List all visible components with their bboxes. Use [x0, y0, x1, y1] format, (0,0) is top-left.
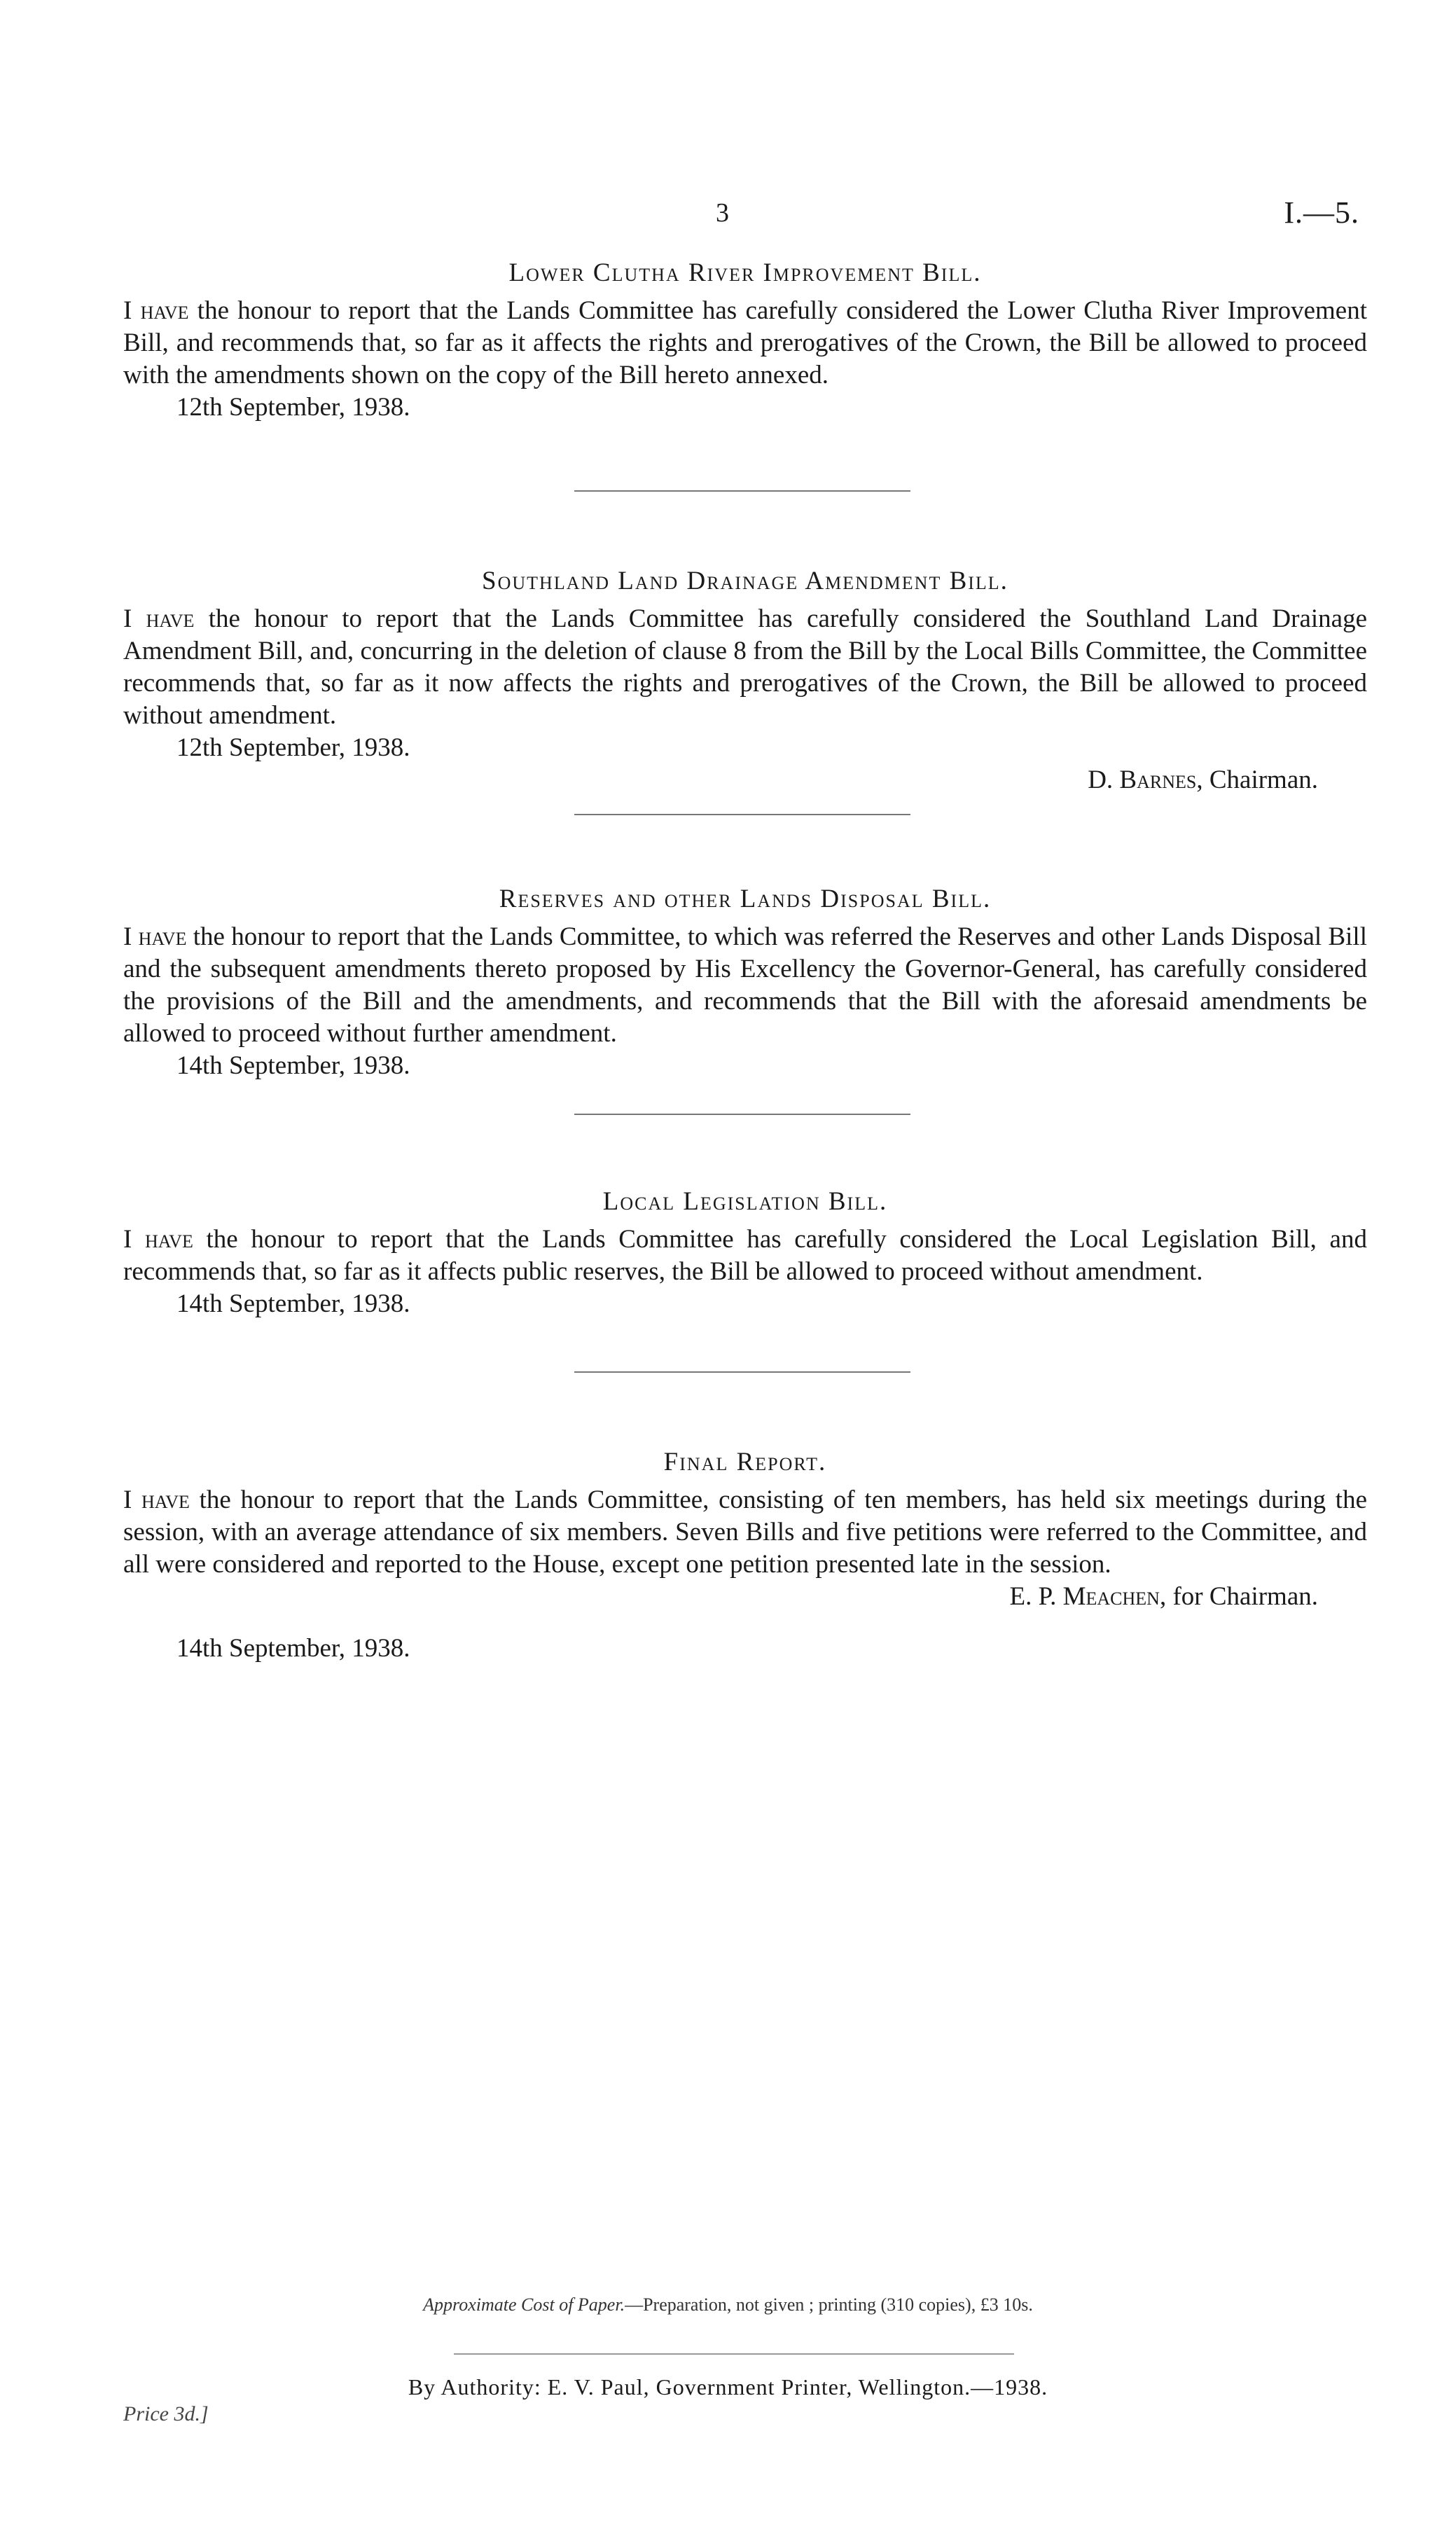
section-local-legislation — [123, 1186, 1367, 1320]
signature — [123, 1581, 1367, 1613]
section-body — [123, 921, 1367, 1050]
cost-text: —Preparation, not given ; printing (310 copies), £3 10s. — [625, 2294, 1033, 2315]
section-title: Reserves and other Lands Disposal Bill. — [499, 885, 992, 913]
section-title: Local Legislation Bill. — [602, 1187, 888, 1216]
section-southland — [123, 566, 1367, 796]
divider-rule — [574, 814, 910, 815]
paper-reference: I.—5. — [1284, 195, 1359, 230]
section-title: Lower Clutha River Improvement Bill. — [508, 258, 982, 287]
section-body — [123, 295, 1367, 392]
section-date: 12th September, 1938. — [176, 733, 410, 762]
cost-label: Approximate Cost of Paper. — [423, 2294, 625, 2315]
signature-name: D. Barnes — [1088, 766, 1197, 794]
body-text: the honour to report that the Lands Committee has carefully considered the Lower Clutha River Improvement Bill, and recommends that, so far as it affects the rights and prerogatives of the Crown, the Bill be allowed to proceed with the amendments shown on the copy of the Bill hereto annexed. — [123, 296, 1367, 389]
section-date: 12th September, 1938. — [176, 393, 410, 422]
body-text: the honour to report that the Lands Committee has carefully considered the Local Legislation Bill, and recommends that, so far as it affects public reserves, the Bill be allowed to proceed without amendment. — [123, 1225, 1367, 1286]
page-number: 3 — [716, 198, 729, 228]
lead-words: I have — [123, 1486, 190, 1514]
section-date: 14th September, 1938. — [176, 1634, 410, 1663]
section-body — [123, 603, 1367, 732]
section-body — [123, 1484, 1367, 1581]
section-lower-clutha — [123, 258, 1367, 424]
section-date: 14th September, 1938. — [176, 1051, 410, 1080]
divider-rule — [574, 1371, 910, 1373]
section-title: Southland Land Drainage Amendment Bill. — [482, 567, 1008, 595]
body-text: the honour to report that the Lands Committee has carefully considered the Southland Land Drainage Amendment Bill, and, concurring in the deletion of clause 8 from the Bill by the Local Bills Committee, the Committee recommends that, so far as it now affects the rights and prerogatives of the Crown, the Bill be allowed to proceed without amendment. — [123, 604, 1368, 730]
signature-role: , for Chairman. — [1159, 1582, 1318, 1611]
footer-divider-rule — [454, 2353, 1014, 2355]
signature — [123, 764, 1367, 796]
lead-words: I have — [123, 604, 195, 633]
cost-of-paper — [0, 2294, 1456, 2315]
section-reserves — [123, 884, 1367, 1082]
divider-rule — [574, 490, 910, 492]
divider-rule — [574, 1114, 910, 1115]
body-text: the honour to report that the Lands Committee, to which was referred the Reserves and other Lands Disposal Bill and the subsequent amendments thereto proposed by His Excellency the Governor-General, has carefully considered the provisions of the Bill and the amendments, and recommends that the Bill with the aforesaid amendments be allowed to proceed without further amendment. — [123, 922, 1367, 1048]
signature-name: E. P. Meachen — [1009, 1582, 1160, 1611]
lead-words: I have — [123, 1225, 193, 1254]
section-body — [123, 1224, 1367, 1288]
lead-words: I have — [123, 296, 189, 325]
price-note: Price 3d.] — [123, 2402, 209, 2425]
lead-words: I have — [123, 922, 187, 951]
section-final-report — [123, 1447, 1367, 1665]
signature-role: , Chairman. — [1196, 766, 1318, 794]
section-title: Final Report. — [663, 1448, 827, 1476]
printer-authority: By Authority: E. V. Paul, Government Printer, Wellington.—1938. — [408, 2374, 1048, 2400]
section-date: 14th September, 1938. — [176, 1289, 410, 1318]
body-text: the honour to report that the Lands Committee, consisting of ten members, has held six meetings during the session, with an average attendance of six members. Seven Bills and five petitions were referred to the Committee, and all were considered and reported to the House, except one petition presented late in the session. — [123, 1486, 1367, 1579]
